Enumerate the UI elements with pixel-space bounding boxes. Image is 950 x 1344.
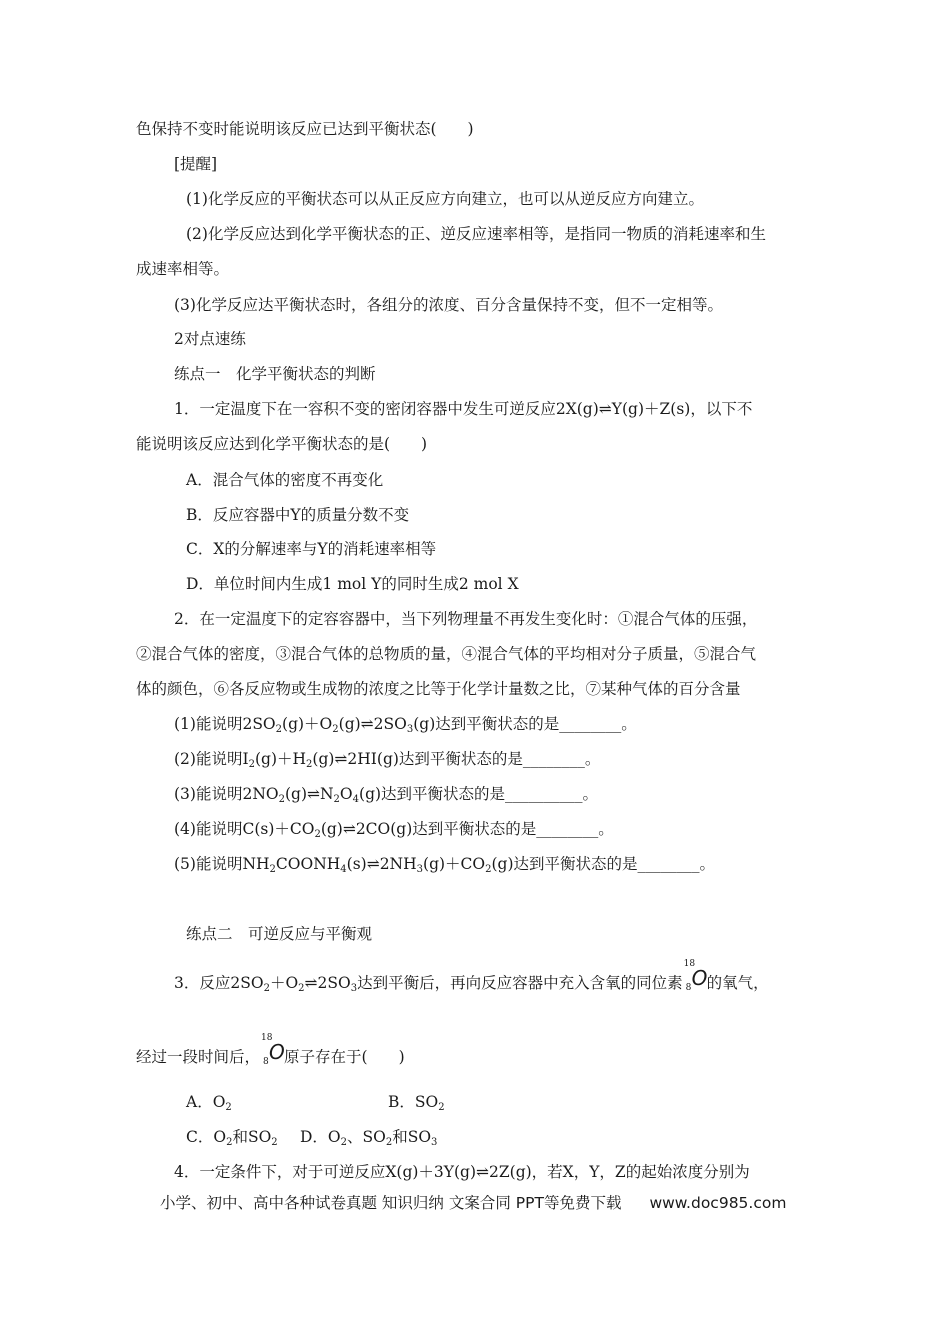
option-c: C．X的分解速率与Y的消耗速率相等 — [186, 540, 437, 558]
oxygen-18-isotope: 18 8 O — [261, 1033, 285, 1067]
hint-item-3: (3)化学反应达平衡状态时，各组分的浓度、百分含量保持不变，但不一定相等。 — [174, 296, 723, 314]
sub-question-3: (3)能说明$2NO_2(g)\rightleftharpoons N_2O_4(g)$达到平衡状态的是__________。 — [174, 785, 599, 805]
option-d: D．单位时间内生成1 mol Y的同时生成2 mol X — [186, 575, 519, 593]
sub-question-1: (1)能说明$2SO_2(g)+O_2(g)\rightleftharpoons 2SO_3(g)$达到平衡状态的是________。 — [174, 715, 637, 735]
hint-item-2-cont: 成速率相等。 — [136, 260, 230, 278]
hint-item-2: (2)化学反应达到化学平衡状态的正、逆反应速率相等，是指同一物质的消耗速率和生 — [186, 225, 766, 243]
question-3-cont: 经过一段时间后， 18 8 O 原子存在于( ) — [136, 1033, 405, 1067]
question-2: 2．在一定温度下的定容容器中，当下列物理量不再发生变化时：①混合气体的压强， — [174, 610, 758, 628]
option-b: B．反应容器中Y的质量分数不变 — [186, 506, 410, 524]
practice-heading-1: 练点一 化学平衡状态的判断 — [174, 365, 376, 383]
question-3: 3．反应$2SO_2+O_2\rightleftharpoons 2SO_3$达到平衡后，再向反应容器中充入含氧的同位素 18 8 O 的氧气， — [174, 959, 769, 994]
option-a: A．混合气体的密度不再变化 — [186, 471, 384, 489]
question-4: 4．一定条件下，对于可逆反应X(g)＋3Y(g)⇌2Z(g)，若X，Y，Z的起始浓度分别为 — [174, 1163, 750, 1181]
sub-question-5: (5)能说明$NH_2COONH_4(s)\rightleftharpoons 2NH_3(g)+CO_2(g)$达到平衡状态的是________。 — [174, 855, 716, 875]
oxygen-18-isotope: 18 8 O — [683, 959, 708, 993]
text-line: 色保持不变时能说明该反应已达到平衡状态( ) — [136, 120, 474, 138]
footer-url[interactable]: www.doc985.com — [649, 1194, 787, 1212]
sub-question-4: (4)能说明$C(s)+CO_2(g)\rightleftharpoons 2CO(g)$达到平衡状态的是________。 — [174, 820, 614, 840]
question-1-cont: 能说明该反应达到化学平衡状态的是( ) — [136, 435, 428, 453]
footer-text: 小学、初中、高中各种试卷真题 知识归纳 文案合同 PPT等免费下载 — [160, 1194, 622, 1212]
question-1: 1．一定温度下在一容积不变的密闭容器中发生可逆反应2X(g)⇌Y(g)＋Z(s)，以下不 — [174, 400, 753, 418]
q3-option-d: D．$O_2$、$SO_2$和$SO_3$ — [300, 1128, 438, 1148]
footer-banner — [160, 1191, 786, 1213]
section-heading: 2对点速练 — [174, 330, 246, 348]
q3-option-c: C．$O_2$和$SO_2$ — [186, 1128, 278, 1148]
q3-option-a: A．$O_2$ — [186, 1093, 232, 1113]
question-2-cont-2: 体的颜色，⑥各反应物或生成物的浓度之比等于化学计量数之比，⑦某种气体的百分含量 — [136, 680, 741, 698]
hint-heading: [提醒] — [174, 155, 218, 173]
q3-option-b: B．$SO_2$ — [388, 1093, 445, 1113]
practice-heading-2: 练点二 可逆反应与平衡观 — [186, 925, 373, 943]
hint-item-1: (1)化学反应的平衡状态可以从正反应方向建立，也可以从逆反应方向建立。 — [186, 190, 704, 208]
question-2-cont-1: ②混合气体的密度，③混合气体的总物质的量，④混合气体的平均相对分子质量，⑤混合气 — [136, 645, 757, 663]
sub-question-2: (2)能说明$I_2(g)+H_2(g)\rightleftharpoons 2HI(g)$达到平衡状态的是________。 — [174, 750, 601, 770]
